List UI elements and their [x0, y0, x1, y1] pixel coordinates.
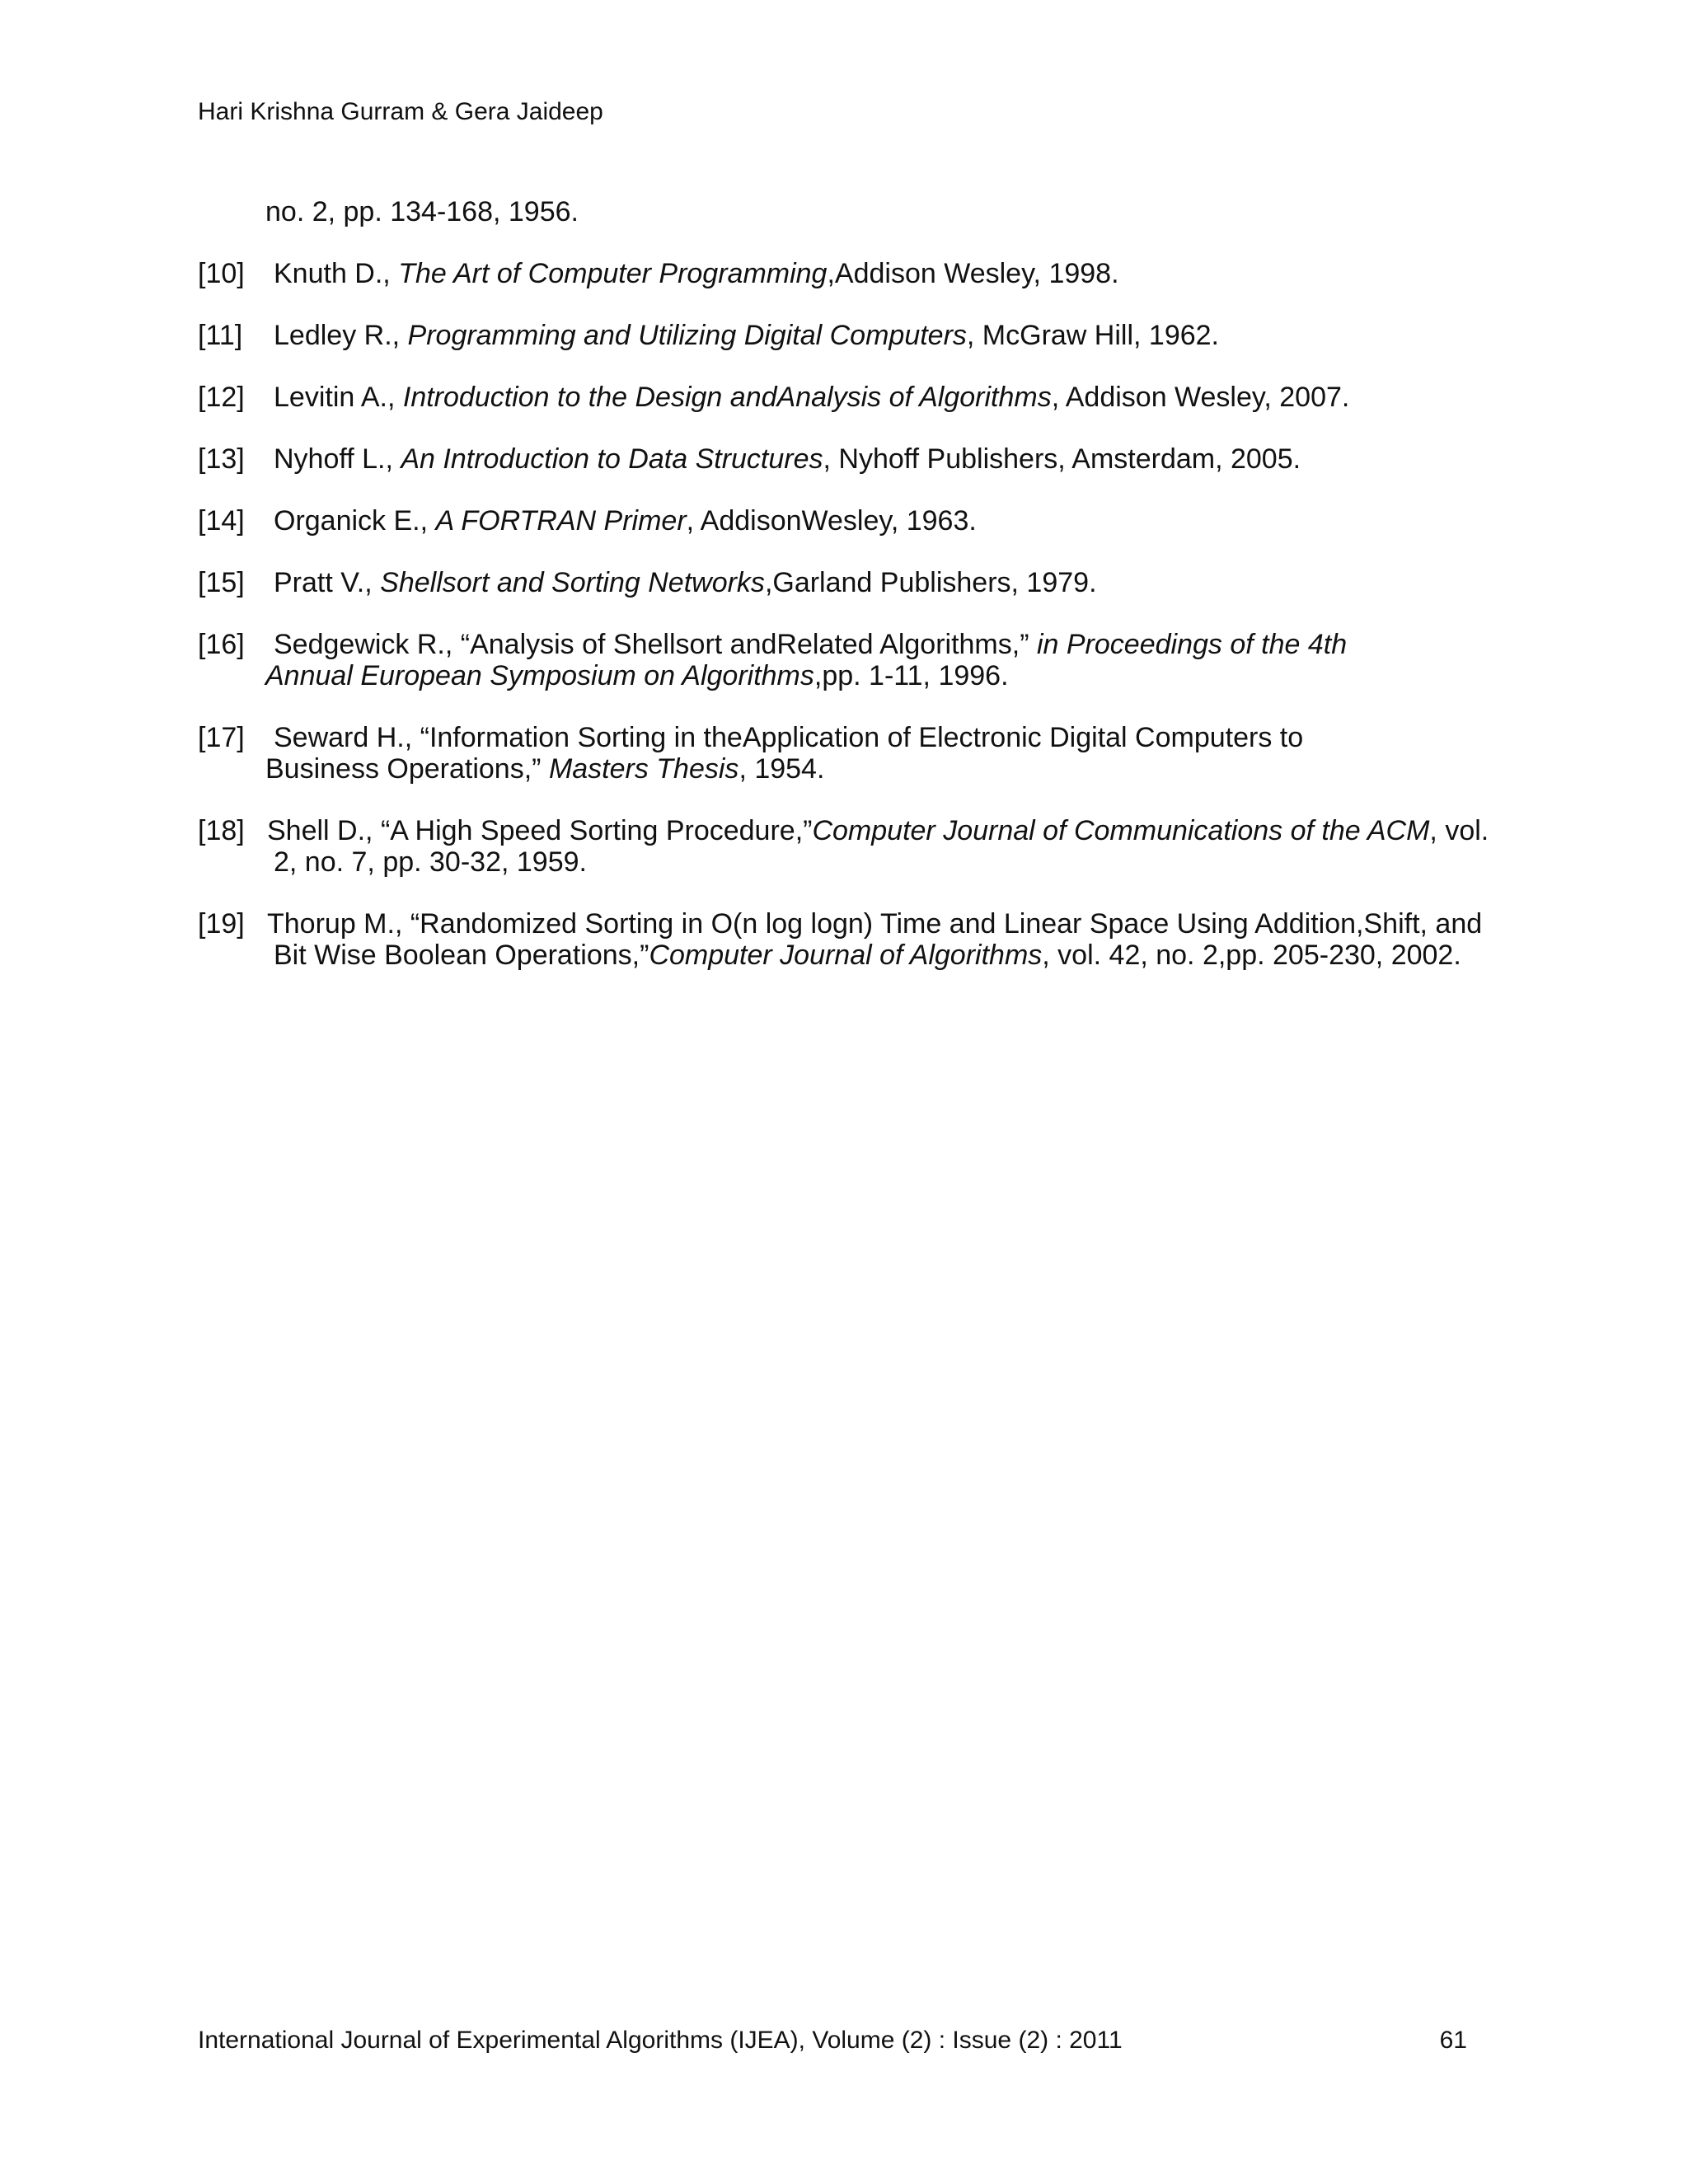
reference-pages: 2, no. 7, pp. 30-32, 1959.: [274, 846, 587, 878]
reference-title-cont: Bit Wise Boolean Operations,”: [274, 940, 649, 971]
reference-pages: ,pp. 1-11, 1996.: [814, 660, 1009, 691]
reference-item: [198, 443, 1517, 475]
reference-venue: Computer Journal of Communications of the ACM: [812, 815, 1430, 846]
reference-number: [12]: [198, 382, 245, 413]
reference-title: Shellsort and Sorting Networks: [380, 567, 765, 598]
reference-item: [198, 815, 1517, 878]
reference-publisher: ,Garland Publishers, 1979.: [764, 567, 1097, 598]
reference-authors: Organick E.,: [274, 505, 436, 537]
reference-publisher: , McGraw Hill, 1962.: [966, 320, 1219, 351]
reference-authors: Thorup M., “Randomized Sorting in O(n log logn) Time and Linear Space Using Addition,Shift, and: [267, 908, 1483, 940]
reference-item: [198, 908, 1517, 971]
reference-title: Programming and Utilizing Digital Computers: [407, 320, 967, 351]
reference-list: [198, 196, 1517, 1001]
reference-publisher: , Nyhoff Publishers, Amsterdam, 2005.: [823, 443, 1301, 475]
reference-venue: Masters Thesis: [548, 753, 739, 785]
reference-number: [11]: [198, 320, 243, 351]
reference-venue-cont: Annual European Symposium on Algorithms: [265, 660, 814, 691]
reference-publisher: ,Addison Wesley, 1998.: [827, 258, 1119, 289]
reference-publisher: , AddisonWesley, 1963.: [686, 505, 977, 537]
reference-authors: Knuth D.,: [274, 258, 399, 289]
reference-year: , 1954.: [738, 753, 825, 785]
reference-volume: , vol.: [1429, 815, 1489, 846]
reference-number: [14]: [198, 505, 245, 537]
reference-number: [18]: [198, 815, 245, 846]
reference-continuation: no. 2, pp. 134-168, 1956.: [265, 196, 579, 227]
reference-venue: in Proceedings of the 4th: [1036, 629, 1348, 660]
footer-journal: International Journal of Experimental Algorithms (IJEA), Volume (2) : Issue (2) : 2011: [198, 2027, 1123, 2054]
reference-volume: , vol. 42, no. 2,pp. 205-230, 2002.: [1042, 940, 1461, 971]
reference-item: [198, 258, 1517, 289]
reference-item: [198, 320, 1517, 351]
reference-authors: Ledley R.,: [274, 320, 408, 351]
reference-number: [19]: [198, 908, 245, 940]
reference-item: [198, 505, 1517, 537]
reference-authors: Sedgewick R., “Analysis of Shellsort andRelated Algorithms,”: [274, 629, 1037, 660]
running-header-authors: Hari Krishna Gurram & Gera Jaideep: [198, 98, 603, 125]
reference-item: [198, 722, 1517, 785]
reference-number: [13]: [198, 443, 245, 475]
reference-item: [198, 382, 1517, 413]
reference-title: The Art of Computer Programming: [398, 258, 828, 289]
reference-number: [10]: [198, 258, 245, 289]
reference-authors: Nyhoff L.,: [274, 443, 401, 475]
reference-item: [198, 629, 1517, 691]
reference-authors: Seward H., “Information Sorting in theApplication of Electronic Digital Computers to: [274, 722, 1304, 753]
reference-authors: Levitin A.,: [274, 382, 403, 413]
reference-title-cont: Business Operations,”: [265, 753, 549, 785]
reference-number: [17]: [198, 722, 245, 753]
reference-title: A FORTRAN Primer: [435, 505, 687, 537]
reference-title: An Introduction to Data Structures: [401, 443, 823, 475]
reference-item: [198, 567, 1517, 598]
reference-number: [16]: [198, 629, 245, 660]
reference-authors: Pratt V.,: [274, 567, 381, 598]
reference-authors: Shell D., “A High Speed Sorting Procedure,”: [267, 815, 813, 846]
reference-venue: Computer Journal of Algorithms: [649, 940, 1043, 971]
reference-publisher: , Addison Wesley, 2007.: [1051, 382, 1350, 413]
page-number: 61: [1439, 2027, 1467, 2054]
reference-title: Introduction to the Design andAnalysis of Algorithms: [402, 382, 1052, 413]
reference-number: [15]: [198, 567, 245, 598]
